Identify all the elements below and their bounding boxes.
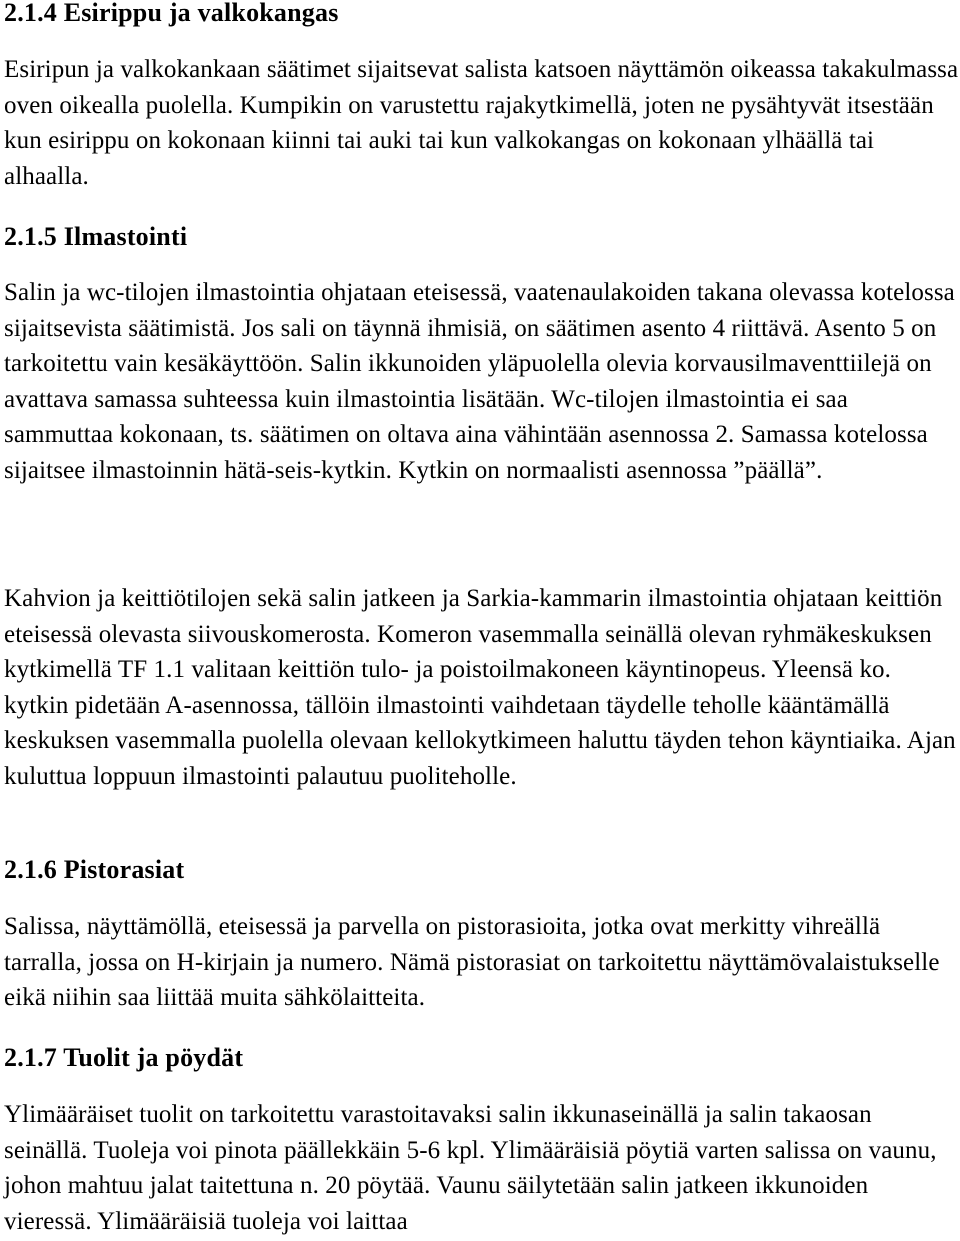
section-ilmastointi-body-1 — [4, 275, 960, 488]
section-heading: 2.1.7 Tuolit ja pöydät — [4, 1043, 244, 1072]
section-esirippu-body — [4, 52, 960, 194]
paragraph: Esiripun ja valkokankaan säätimet sijaitsevat salista katsoen näyttämön oikeassa takakulmassa oven oikealla puolella. Kumpikin on varustettu rajakytkimellä, joten ne pysähtyvät itsestään kun esirippu on kokonaan kiinni tai auki tai kun valkokangas on kokonaan ylhäällä tai alhaalla. — [4, 56, 959, 190]
paragraph: Ylimääräiset tuolit on tarkoitettu varastoitavaksi salin ikkunaseinällä ja salin takaosan seinällä. Tuoleja voi pinota päällekkäin 5-6 kpl. Ylimääräisiä pöytiä varten salissa on vaunu, johon mahtuu jalat taitettuna n. 20 pöytää. Vaunu säilytetään salin jatkeen ikkunoiden vieressä. Ylimääräisiä tuoleja voi laittaa — [4, 1101, 937, 1235]
paragraph: Salin ja wc-tilojen ilmastointia ohjataan eteisessä, vaatenaulakoiden takana olevassa kotelossa sijaitsevista säätimistä. Jos sali on täynnä ihmisiä, on säätimen asento 4 riittävä. Asento 5 on tarkoitettu vain kesäkäyttöön. Salin ikkunoiden yläpuolella olevia korvausilmaventtiilejä on avattava samassa suhteessa kuin ilmastointia lisätään. Wc-tilojen ilmastointia ei saa sammuttaa kokonaan, ts. säätimen on oltava aina vähintään asennossa 2. Samassa kotelossa sijaitsee ilmastoinnin hätä-seis-kytkin. Kytkin on normaalisti asennossa ”päällä”. — [4, 279, 955, 484]
section-ilmastointi — [4, 222, 960, 252]
section-heading: 2.1.4 Esirippu ja valkokangas — [4, 0, 339, 27]
section-heading: 2.1.6 Pistorasiat — [4, 855, 185, 884]
section-esirippu — [4, 0, 960, 28]
section-tuolit-body — [4, 1097, 960, 1239]
section-pistorasiat — [4, 855, 960, 885]
paragraph: Salissa, näyttämöllä, eteisessä ja parvella on pistorasioita, jotka ovat merkitty vihreällä tarralla, jossa on H-kirjain ja numero. Nämä pistorasiat on tarkoitettu näyttämövalaistukselle eikä niihin saa liittää muita sähkölaitteita. — [4, 913, 940, 1011]
section-tuolit — [4, 1043, 960, 1073]
paragraph: Kahvion ja keittiötilojen sekä salin jatkeen ja Sarkia-kammarin ilmastointia ohjataan keittiön eteisessä olevasta siivouskomerosta. Komeron vasemmalla seinällä olevan ryhmäkeskuksen kytkimellä TF 1.1 valitaan keittiön tulo- ja poistoilmakoneen käyntinopeus. Yleensä ko. kytkin pidetään A-asennossa, tällöin ilmastointi vaihdetaan täydelle teholle kääntämällä keskuksen vasemmalla puolella olevaan kellokytkimeen haluttu täyden tehon käyntiaika. Ajan kuluttua loppuun ilmastointi palautuu puoliteholle. — [4, 585, 956, 790]
section-ilmastointi-body-2 — [4, 581, 960, 794]
section-pistorasiat-body — [4, 909, 960, 1016]
section-heading: 2.1.5 Ilmastointi — [4, 222, 188, 251]
